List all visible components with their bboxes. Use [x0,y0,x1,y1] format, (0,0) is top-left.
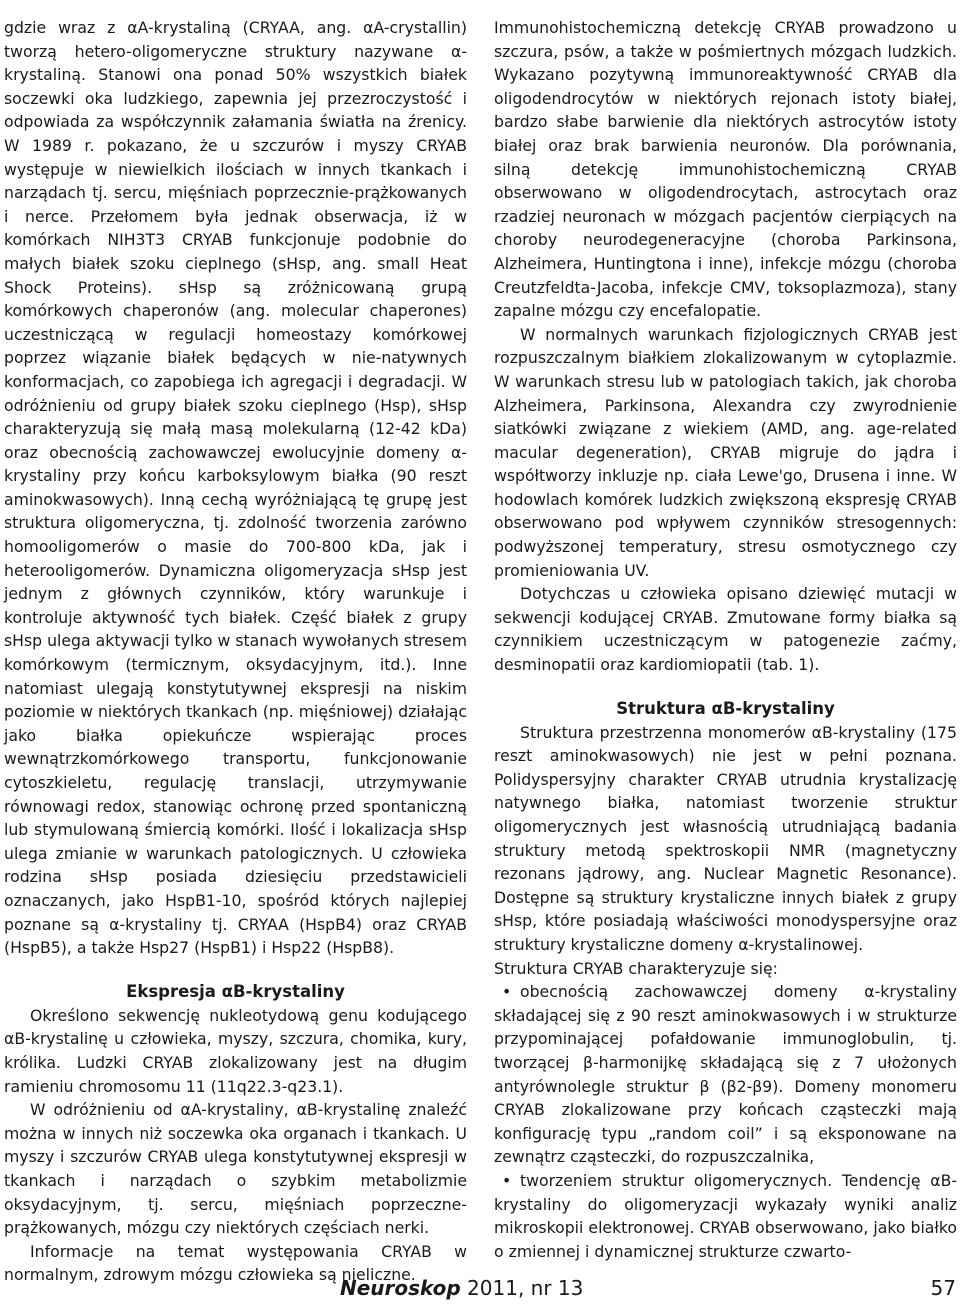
journal-citation [340,1273,583,1303]
bullet-item-2: • tworzeniem struktur oligomerycznych. Tendencję αB-krystaliny do oligomeryzacji wykazały wyniki analiz mikroskopii elektronowej. CRYAB obserwowano, jako białko o zmiennej i dynamicznej strukturze czwarto- [494,1169,957,1263]
left-paragraph-3: W odróżnieniu od αA-krystaliny, αB-krystalinę znaleźć można w innych niż soczewka oka organach i tkankach. U myszy i szczurów CRYAB ulega konstytutywnej ekspresji w tkankach i narządach o szybkim metabolizmie oksydacyjnym, tj. sercu, mięśniach poprzeczne-prążkowanych, mózgu czy niektórych częściach nerki. [4,1100,467,1238]
bullet-item-1: • obecnością zachowawczej domeny α-krystaliny składającej się z 90 reszt aminokwasowych i w strukturze przypominającej pofałdowanie immunoglobulin, tj. tworzącej β-harmonijkę składającą się z 7 ułożonych antyrównolegle struktur β (β2-β9). Domeny monomeru CRYAB zlokalizowane przy końcach cząsteczki mają konfigurację typu „random coil” i są eksponowane na zewnątrz cząsteczki, do rozpuszczalnika, [494,980,957,1169]
section-heading-expression: Ekspresja αB-krystaliny [126,981,345,1001]
left-paragraph-1: gdzie wraz z αA-krystaliną (CRYAA, ang. αA-crystallin) tworzą hetero-oligomeryczne struktury nazywane α-krystaliną. Stanowi ona ponad 50% wszystkich białek soczewki oka ludzkiego, zapewnia jej przezroczystość i odpowiada za współczynnik załamania światła na źrenicy. W 1989 r. pokazano, że u szczurów i myszy CRYAB występuje w niewielkich ilościach w innych tkankach i narządach tj. sercu, mięśniach poprzecznie-prążkowanych i nerce. Przełomem była jednak obserwacja, iż w komórkach NIH3T3 CRYAB funkcjonuje podobnie do małych białek szoku cieplnego (sHsp, ang. small Heat Shock Proteins). sHsp są zróżnicowaną grupą komórkowych chaperonów (ang. molecular chaperones) uczestniczącą w regulacji homeostazy komórkowej poprzez wiązanie białek będących w nie-natywnych konformacjach, co zapobiega ich agregacji i degradacji. W odróżnieniu od grupy białek szoku cieplnego (Hsp), sHsp charakteryzują się małą masą molekularną (12-42 kDa) oraz obecnością zachowawczej ewolucyjnie domeny α-krystaliny przy końcu karboksylowym białka (90 reszt aminokwasowych). Inną cechą wyróżniającą tę grupę jest struktura oligomeryczna, tj. zdolność tworzenia zarówno homooligomerów o masie do 700-800 kDa, jak i heterooligomerów. Dynamiczna oligomeryzacja sHsp jest jednym z głównych czynników, który warunkuje i kontroluje aktywność tych białek. Część białek z grupy sHsp ulega aktywacji tylko w stanach wywołanych stresem komórkowym (termicznym, oksydacyjnym, itd.). Inne natomiast ulegają konstytutywnej ekspresji na niskim poziomie w niektórych tkankach (np. mięśniowej) działając jako białka opiekuńcze wspierając proces wewnątrzkomórkowego transportu, funkcjonowanie cytoszkieletu, regulację translacji, utrzymywanie równowagi redox, stanowiąc ochronę przed spontaniczną lub stymulowaną śmiercią komórki. Ilość i lokalizacja sHsp ulega zmianie w warunkach patologicznych. U człowieka rodzina sHsp posiada dziesięciu przedstawicieli oznaczanych, jako HspB1-10, spośród których najlepiej poznane są α-krystaliny tj. CRYAA (HspB4) oraz CRYAB (HspB5), a także Hsp27 (HspB1) i Hsp22 (HspB8). [4,18,467,958]
journal-issue: 2011, nr 13 [460,1276,584,1300]
page-number: 57 [930,1276,956,1300]
left-paragraph-4: Informacje na temat występowania CRYAB w normalnym, zdrowym mózgu człowieka są nieliczne. [4,1241,467,1285]
left-column [4,16,467,1287]
right-paragraph-4: Struktura przestrzenna monomerów αB-krystaliny (175 reszt aminokwasowych) nie jest w pełni poznana. Polidyspersyjny charakter CRYAB utrudnia krystalizację natywnego białka, natomiast tworzenie struktur oligomerycznych jest własnością utrudniającą badania struktury metodą spektroskopii NMR (magnetyczny rezonans jądrowy, ang. Nuclear Magnetic Resonance). Dostępne są struktury krystaliczne innych białek z grupy sHsp, które posiadają właściwości monodyspersyjne oraz struktury krystaliczne domeny α-krystalinowej. [494,722,957,954]
right-paragraph-1: Immunohistochemiczną detekcję CRYAB prowadzono u szczura, psów, a także w pośmiertnych mózgach ludzkich. Wykazano pozytywną immunoreaktywność CRYAB dla oligodendrocytów w niektórych rejonach istoty białej, bardzo słabe barwienie dla niektórych astrocytów istoty białej oraz brak barwienia neuronów. Dla porównania, silną detekcję immunohistochemiczną CRYAB obserwowano w oligodendrocytach, astrocytach oraz rzadziej neuronach w mózgach pacjentów cierpiących na choroby neurodegeneracyjne (choroba Parkinsona, Alzheimera, Huntingtona i inne), infekcje mózgu (choroba Creutzfeldta-Jacoba, infekcje CMV, toksoplazmoza), stany zapalne mózgu czy encefalopatie. [494,18,957,321]
right-paragraph-2: W normalnych warunkach fizjologicznych CRYAB jest rozpuszczalnym białkiem zlokalizowanym w cytoplazmie. W warunkach stresu lub w patologiach takich, jak choroba Alzheimera, Parkinsona, Alexandra czy zwyrodnienie siatkówki związane z wiekiem (AMD, ang. age-related macular degeneration), CRYAB migruje do jądra i współtworzy inkluzje np. ciała Lewe'go, Drusena i inne. W hodowlach komórek ludzkich zwiększoną ekspresję CRYAB obserwowano pod wpływem czynników stresogennych: podwyższonej temperatury, stresu osmotycznego czy promieniowania UV. [494,324,957,580]
right-paragraph-5: Struktura CRYAB charakteryzuje się: [494,958,778,978]
left-paragraph-2: Określono sekwencję nukleotydową genu kodującego αB-krystalinę u człowieka, myszy, szczura, chomika, kury, królika. Ludzki CRYAB zlokalizowany jest na długim ramieniu chromosomu 11 (11q22.3-q23.1). [4,1005,467,1096]
journal-name: Neuroskop [340,1276,461,1300]
right-paragraph-3: Dotychczas u człowieka opisano dziewięć mutacji w sekwencji kodującej CRYAB. Zmutowane formy białka są czynnikiem uczestniczącym w patogenezie zaćmy, desminopatii oraz kardiomiopatii (tab. 1). [494,584,957,675]
section-heading-structure: Struktura αB-krystaliny [616,698,835,718]
right-column [494,16,957,1263]
page-footer [340,1273,956,1303]
